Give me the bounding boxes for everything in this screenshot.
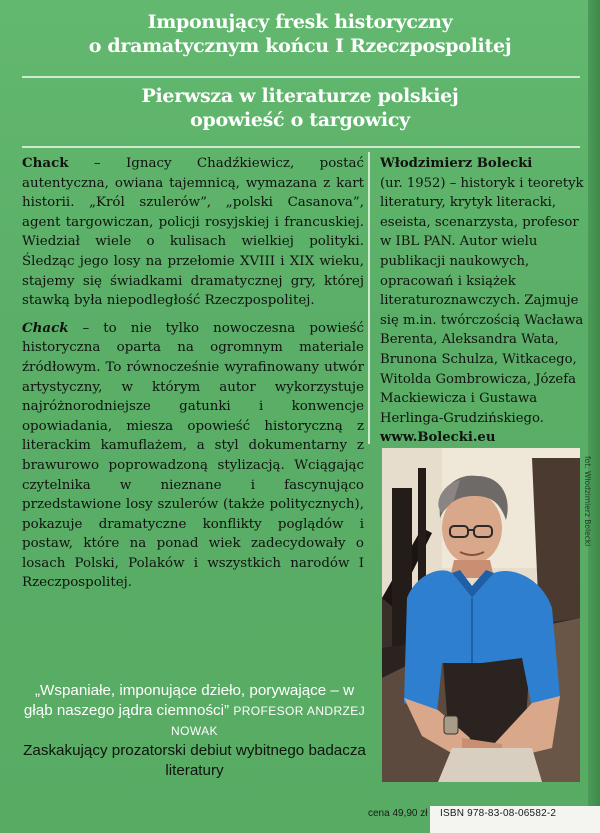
headline-secondary-line1: Pierwsza w literaturze polskiej [141,85,459,107]
divider-top [22,76,580,78]
author-photo [382,448,580,782]
column-divider [368,152,370,444]
author-name: Włodzimierz Bolecki [380,156,533,171]
isbn-label: ISBN 978-83-08-06582-2 [440,808,557,819]
price-label: cena 49,90 zł [368,808,428,819]
description-column [22,154,364,601]
book-title-lead-italic: Chack [22,319,69,336]
headline-secondary-line2: opowieść o targowicy [190,109,410,131]
tagline: Zaskakujący prozatorski debiut wybitnego badacza literatury [23,742,366,779]
author-website-link[interactable]: www.Bolecki.eu [380,430,496,446]
author-photo-illustration [382,448,580,782]
review-quote-text: „Wspaniałe, imponujące dzieło, porywające – w głąb naszego jądra ciemności” [23,682,355,719]
headline-primary-line1: Imponujący fresk historyczny [147,11,453,33]
review-quote [22,681,367,741]
book-title-lead: Chack [22,155,69,171]
paragraph-1-text: – Ignacy Chadźkiewicz, postać autentyczna, owiana tajemnicą, wymazana z kart historii. „Król szulerów”, „polski Casanova”, agent targowiczan, policji rosyjskiej i francuskiej. Wiedział wiele o kulisach wielkiej polityki. Śledząc jego losy na przełomie XVIII i XIX wieku, stajemy się świadkami dramatycznej gry, której stawką była niepodległość Rzeczpospolitej. [22,156,364,309]
photo-credit: fot. Włodzimierz Bolecki [583,456,592,547]
headline-primary-line2: o dramatycznym końcu I Rzeczpospolitej [88,35,512,57]
description-paragraph-2 [22,319,364,593]
description-paragraph-1 [22,154,364,311]
headline-secondary [0,84,600,132]
headline-primary [0,10,600,58]
divider-middle [22,146,580,148]
review-quote-author: PROFESOR ANDRZEJ NOWAK [171,704,366,738]
author-bio-column [380,154,585,448]
author-bio: (ur. 1952) – historyk i teoretyk literatury, krytyk literacki, eseista, scenarzysta, profesor w IBL PAN. Autor wielu publikacji naukowych, opracowań i książek literaturoznawczych. Zajmuje się m.in. twórczością Wacława Berenta, Aleksandra Wata, Brunona Schulza, Witkacego, Witolda Gombrowicza, Józefa Mackiewicza i Gustawa Herlinga-Grudzińskiego. [380,175,584,426]
paragraph-2-text: – to nie tylko nowoczesna powieść historyczna oparta na ogromnym materiale źródłowym. To równocześnie wyrafinowany utwór artystyczny, w którym autor wykorzystuje najróżnorodniejsze gatunki i konwencje opowiadania, miesza opowieść historyczną z literackim kamuflażem, a styl dokumentarny z brawurowo poprowadzoną stylizacją. Wciągając czytelnika w nieznane i fascynująco przedstawione losy szulerów (także politycznych), pokazuje dramatyczne konflikty poglądów i postaw, które na ponad wiek zadecydowały o losach Polski, Polaków i wszystkich narodów I Rzeczpospolitej. [22,320,364,591]
